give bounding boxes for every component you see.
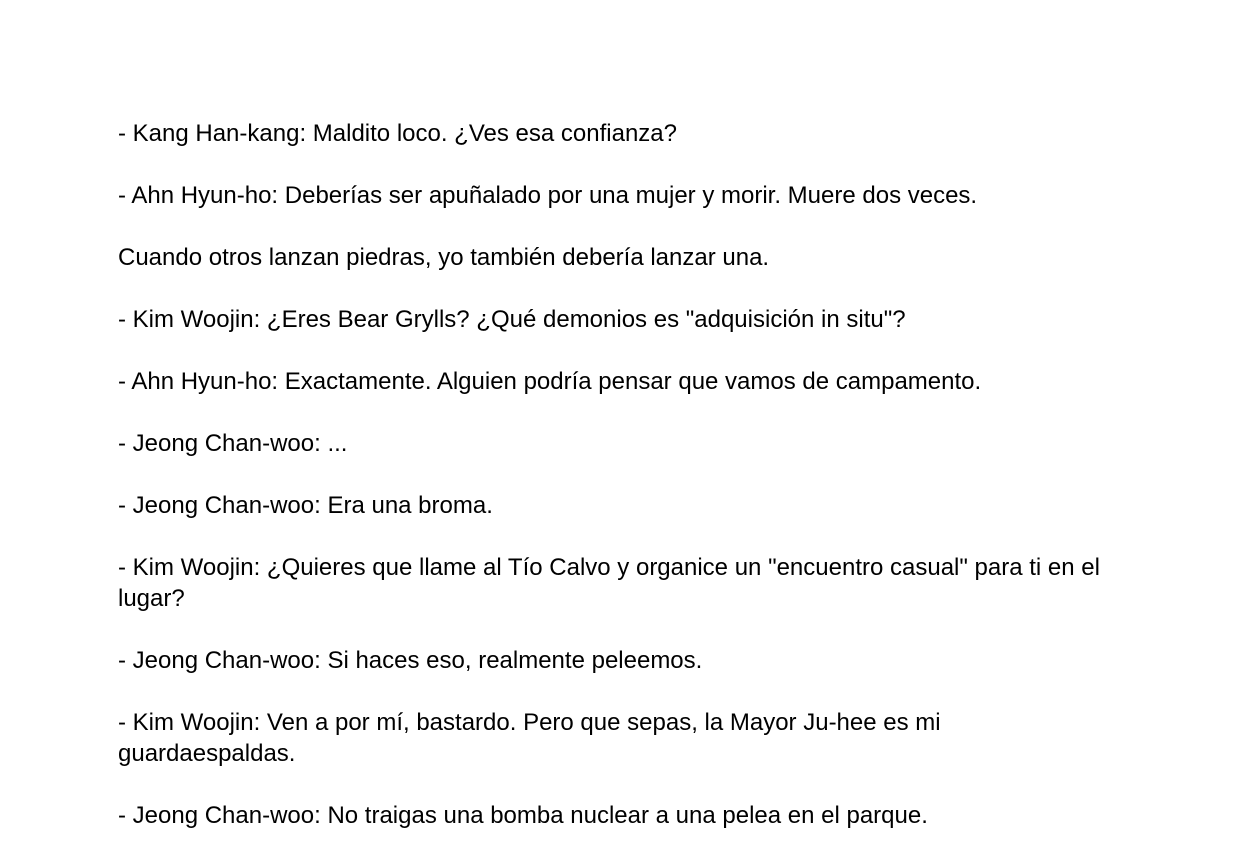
document-body bbox=[118, 118, 1108, 862]
dialogue-line: - Kim Woojin: ¿Eres Bear Grylls? ¿Qué demonios es "adquisición in situ"? bbox=[118, 306, 906, 333]
dialogue-line: - Jeong Chan-woo: Era una broma. bbox=[118, 492, 493, 519]
dialogue-line: - Ahn Hyun-ho: Exactamente. Alguien podría pensar que vamos de campamento. bbox=[118, 368, 982, 395]
dialogue-line: - Jeong Chan-woo: Si haces eso, realmente peleemos. bbox=[118, 647, 703, 674]
dialogue-line: - Kang Han-kang: Maldito loco. ¿Ves esa confianza? bbox=[118, 120, 677, 147]
dialogue-line: - Ahn Hyun-ho: Deberías ser apuñalado por una mujer y morir. Muere dos veces. bbox=[118, 182, 978, 209]
dialogue-line: - Jeong Chan-woo: No traigas una bomba nuclear a una pelea en el parque. bbox=[118, 802, 928, 829]
narration-line: Cuando otros lanzan piedras, yo también debería lanzar una. bbox=[118, 244, 770, 271]
dialogue-line: - Kim Woojin: Ven a por mí, bastardo. Pero que sepas, la Mayor Ju-hee es mi guardaespaldas. bbox=[118, 709, 941, 767]
dialogue-line: - Kim Woojin: ¿Quieres que llame al Tío Calvo y organice un "encuentro casual" para ti en el lugar? bbox=[118, 554, 1100, 612]
dialogue-line: - Jeong Chan-woo: ... bbox=[118, 430, 348, 457]
